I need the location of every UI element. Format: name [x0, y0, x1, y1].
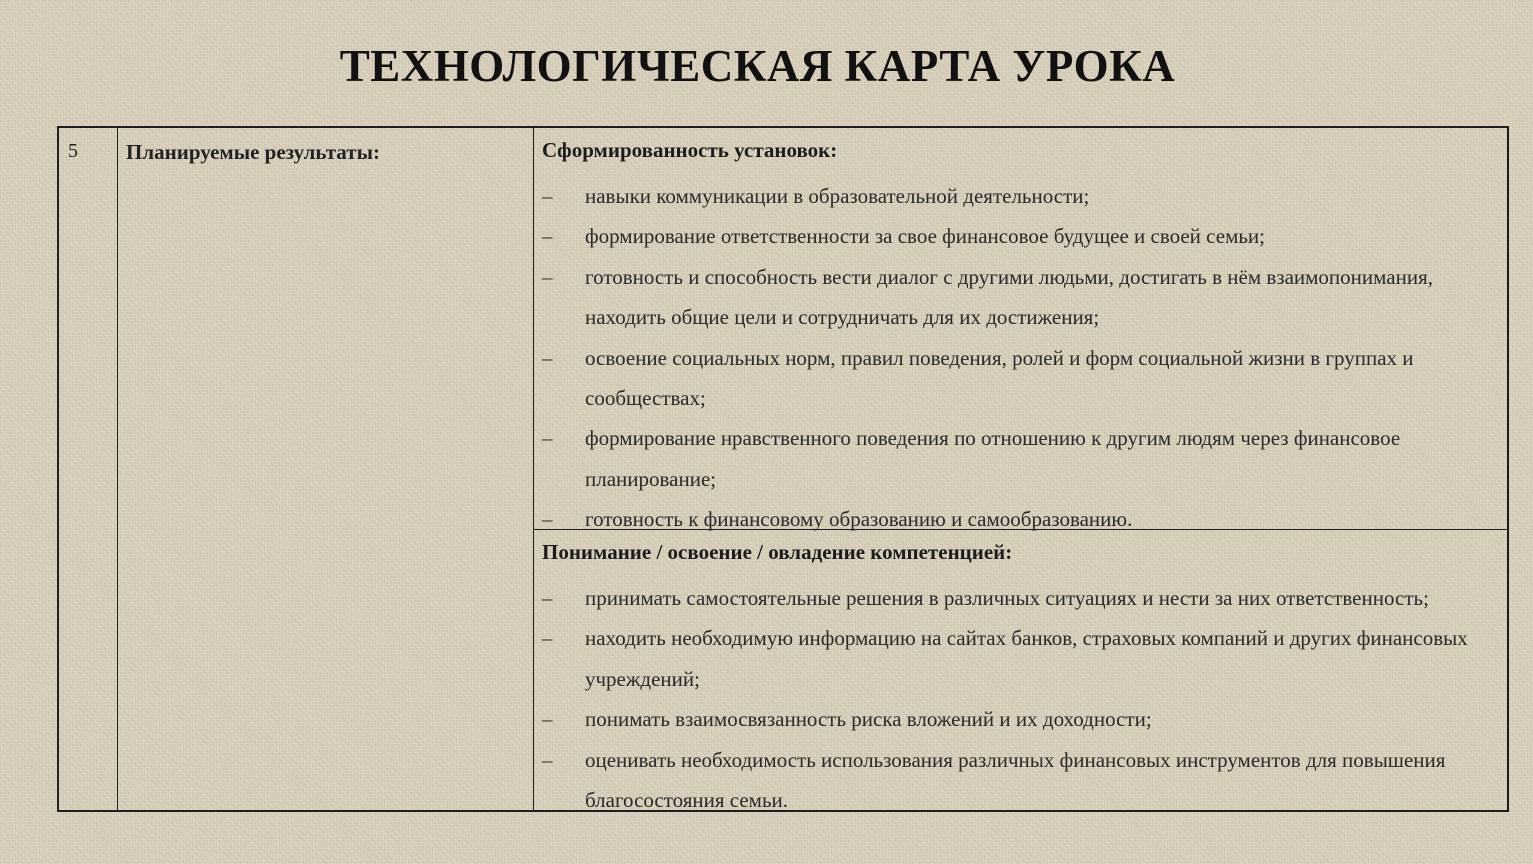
- list-item-text: освоение социальных норм, правил поведения, ролей и форм социальной жизни в группах и сообществах;: [585, 345, 1414, 411]
- row-number-cell: 5: [59, 128, 118, 810]
- list-item-text: находить необходимую информацию на сайтах банков, страховых компаний и других финансовых учреждений;: [585, 626, 1468, 691]
- lesson-map-table: [57, 126, 1509, 812]
- section-list: [542, 176, 1507, 540]
- list-item: [542, 338, 1507, 419]
- list-item-text: принимать самостоятельные решения в различных ситуациях и нести за них ответственность;: [585, 586, 1429, 610]
- list-item-text: формирование нравственного поведения по отношению к другим людям через финансовое планирование;: [585, 426, 1401, 491]
- list-item-text: готовность к финансовому образованию и самообразованию.: [585, 507, 1133, 532]
- row-content-cell: [534, 128, 1507, 813]
- section-list: [542, 578, 1507, 820]
- list-item-text: понимать взаимосвязанность риска вложений и их доходности;: [585, 707, 1152, 732]
- list-item: [542, 257, 1507, 338]
- dash-bullet: –: [542, 626, 553, 651]
- dash-bullet: –: [542, 507, 553, 532]
- dash-bullet: –: [542, 264, 553, 289]
- list-item: [542, 618, 1507, 699]
- list-item-text: готовность и способность вести диалог с другими людьми, достигать в нём взаимопонимания, находить общие цели и сотрудничать для их достижения;: [585, 264, 1433, 330]
- section-heading: Сформированность установок:: [542, 138, 838, 162]
- dash-bullet: –: [542, 586, 553, 610]
- dash-bullet: –: [542, 707, 553, 732]
- list-item-text: формирование ответственности за свое финансовое будущее и своей семьи;: [585, 224, 1266, 249]
- dash-bullet: –: [542, 426, 553, 451]
- row-label-cell: Планируемые результаты:: [118, 128, 534, 810]
- section-heading: Понимание / освоение / овладение компетенцией:: [542, 540, 1013, 564]
- dash-bullet: –: [542, 747, 553, 772]
- list-item: [542, 578, 1507, 618]
- section-attitudes: [534, 128, 1507, 530]
- list-item: [542, 418, 1507, 499]
- list-item-text: оценивать необходимость использования различных финансовых инструментов для повышения благосостояния семьи.: [585, 747, 1446, 813]
- list-item-text: навыки коммуникации в образовательной деятельности;: [585, 184, 1090, 208]
- dash-bullet: –: [542, 184, 553, 208]
- section-competencies: [534, 530, 1507, 812]
- dash-bullet: –: [542, 345, 553, 370]
- page-title: ТЕХНОЛОГИЧЕСКАЯ КАРТА УРОКА: [339, 41, 1176, 91]
- list-item: [542, 699, 1507, 739]
- dash-bullet: –: [542, 224, 553, 249]
- list-item: [542, 216, 1507, 256]
- list-item: [542, 740, 1507, 821]
- list-item: [542, 176, 1507, 216]
